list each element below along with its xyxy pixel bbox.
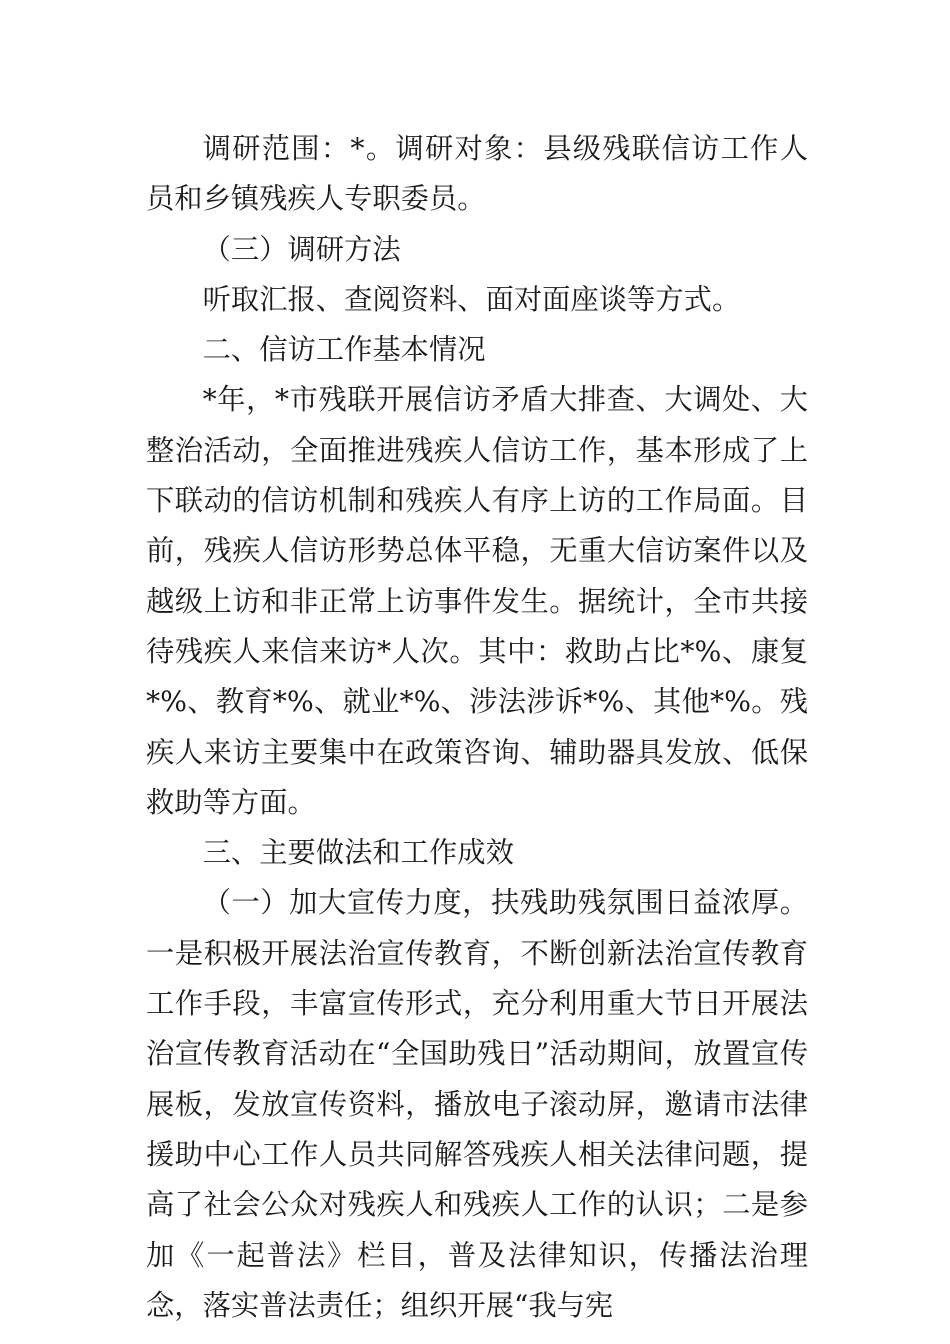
heading-section-3: 三、主要做法和工作成效: [202, 836, 514, 870]
paragraph-research-method: 听取汇报、查阅资料、面对面座谈等方式。: [202, 282, 741, 316]
paragraph-section-2: *年，*市残联开展信访矛盾大排查、大调处、大整治活动，全面推进残疾人信访工作，基本形成了上下联动的信访机制和残疾人有序上访的工作局面。目前，残疾人信访形势总体平稳，无重大信访案件以及越级上访和非正常上访事件发生。据统计，全市共接待残疾人来信来访*人次。其中：救助占比*%、康复*%、教育*%、就业*%、涉法涉诉*%、其他*%。残疾人来访主要集中在政策咨询、辅助器具发放、低保救助等方面。: [146, 383, 808, 819]
document-body: [146, 124, 808, 1331]
paragraph-section-3: （一）加大宣传力度，扶残助残氛围日益浓厚。一是积极开展法治宣传教育，不断创新法治宣传教育工作手段，丰富宣传形式，充分利用重大节日开展法治宣传教育活动在“全国助残日”活动期间，放置宣传展板，发放宣传资料，播放电子滚动屏，邀请市法律援助中心工作人员共同解答残疾人相关法律问题，提高了社会公众对残疾人和残疾人工作的认识；二是参加《一起普法》栏目，普及法律知识，传播法治理念，落实普法责任；组织开展“我与宪: [146, 886, 808, 1322]
heading-section-2: 二、信访工作基本情况: [202, 333, 486, 367]
paragraph-research-scope: 调研范围：*。调研对象：县级残联信访工作人员和乡镇残疾人专职委员。: [146, 132, 808, 216]
subheading-research-method: （三）调研方法: [202, 232, 401, 266]
